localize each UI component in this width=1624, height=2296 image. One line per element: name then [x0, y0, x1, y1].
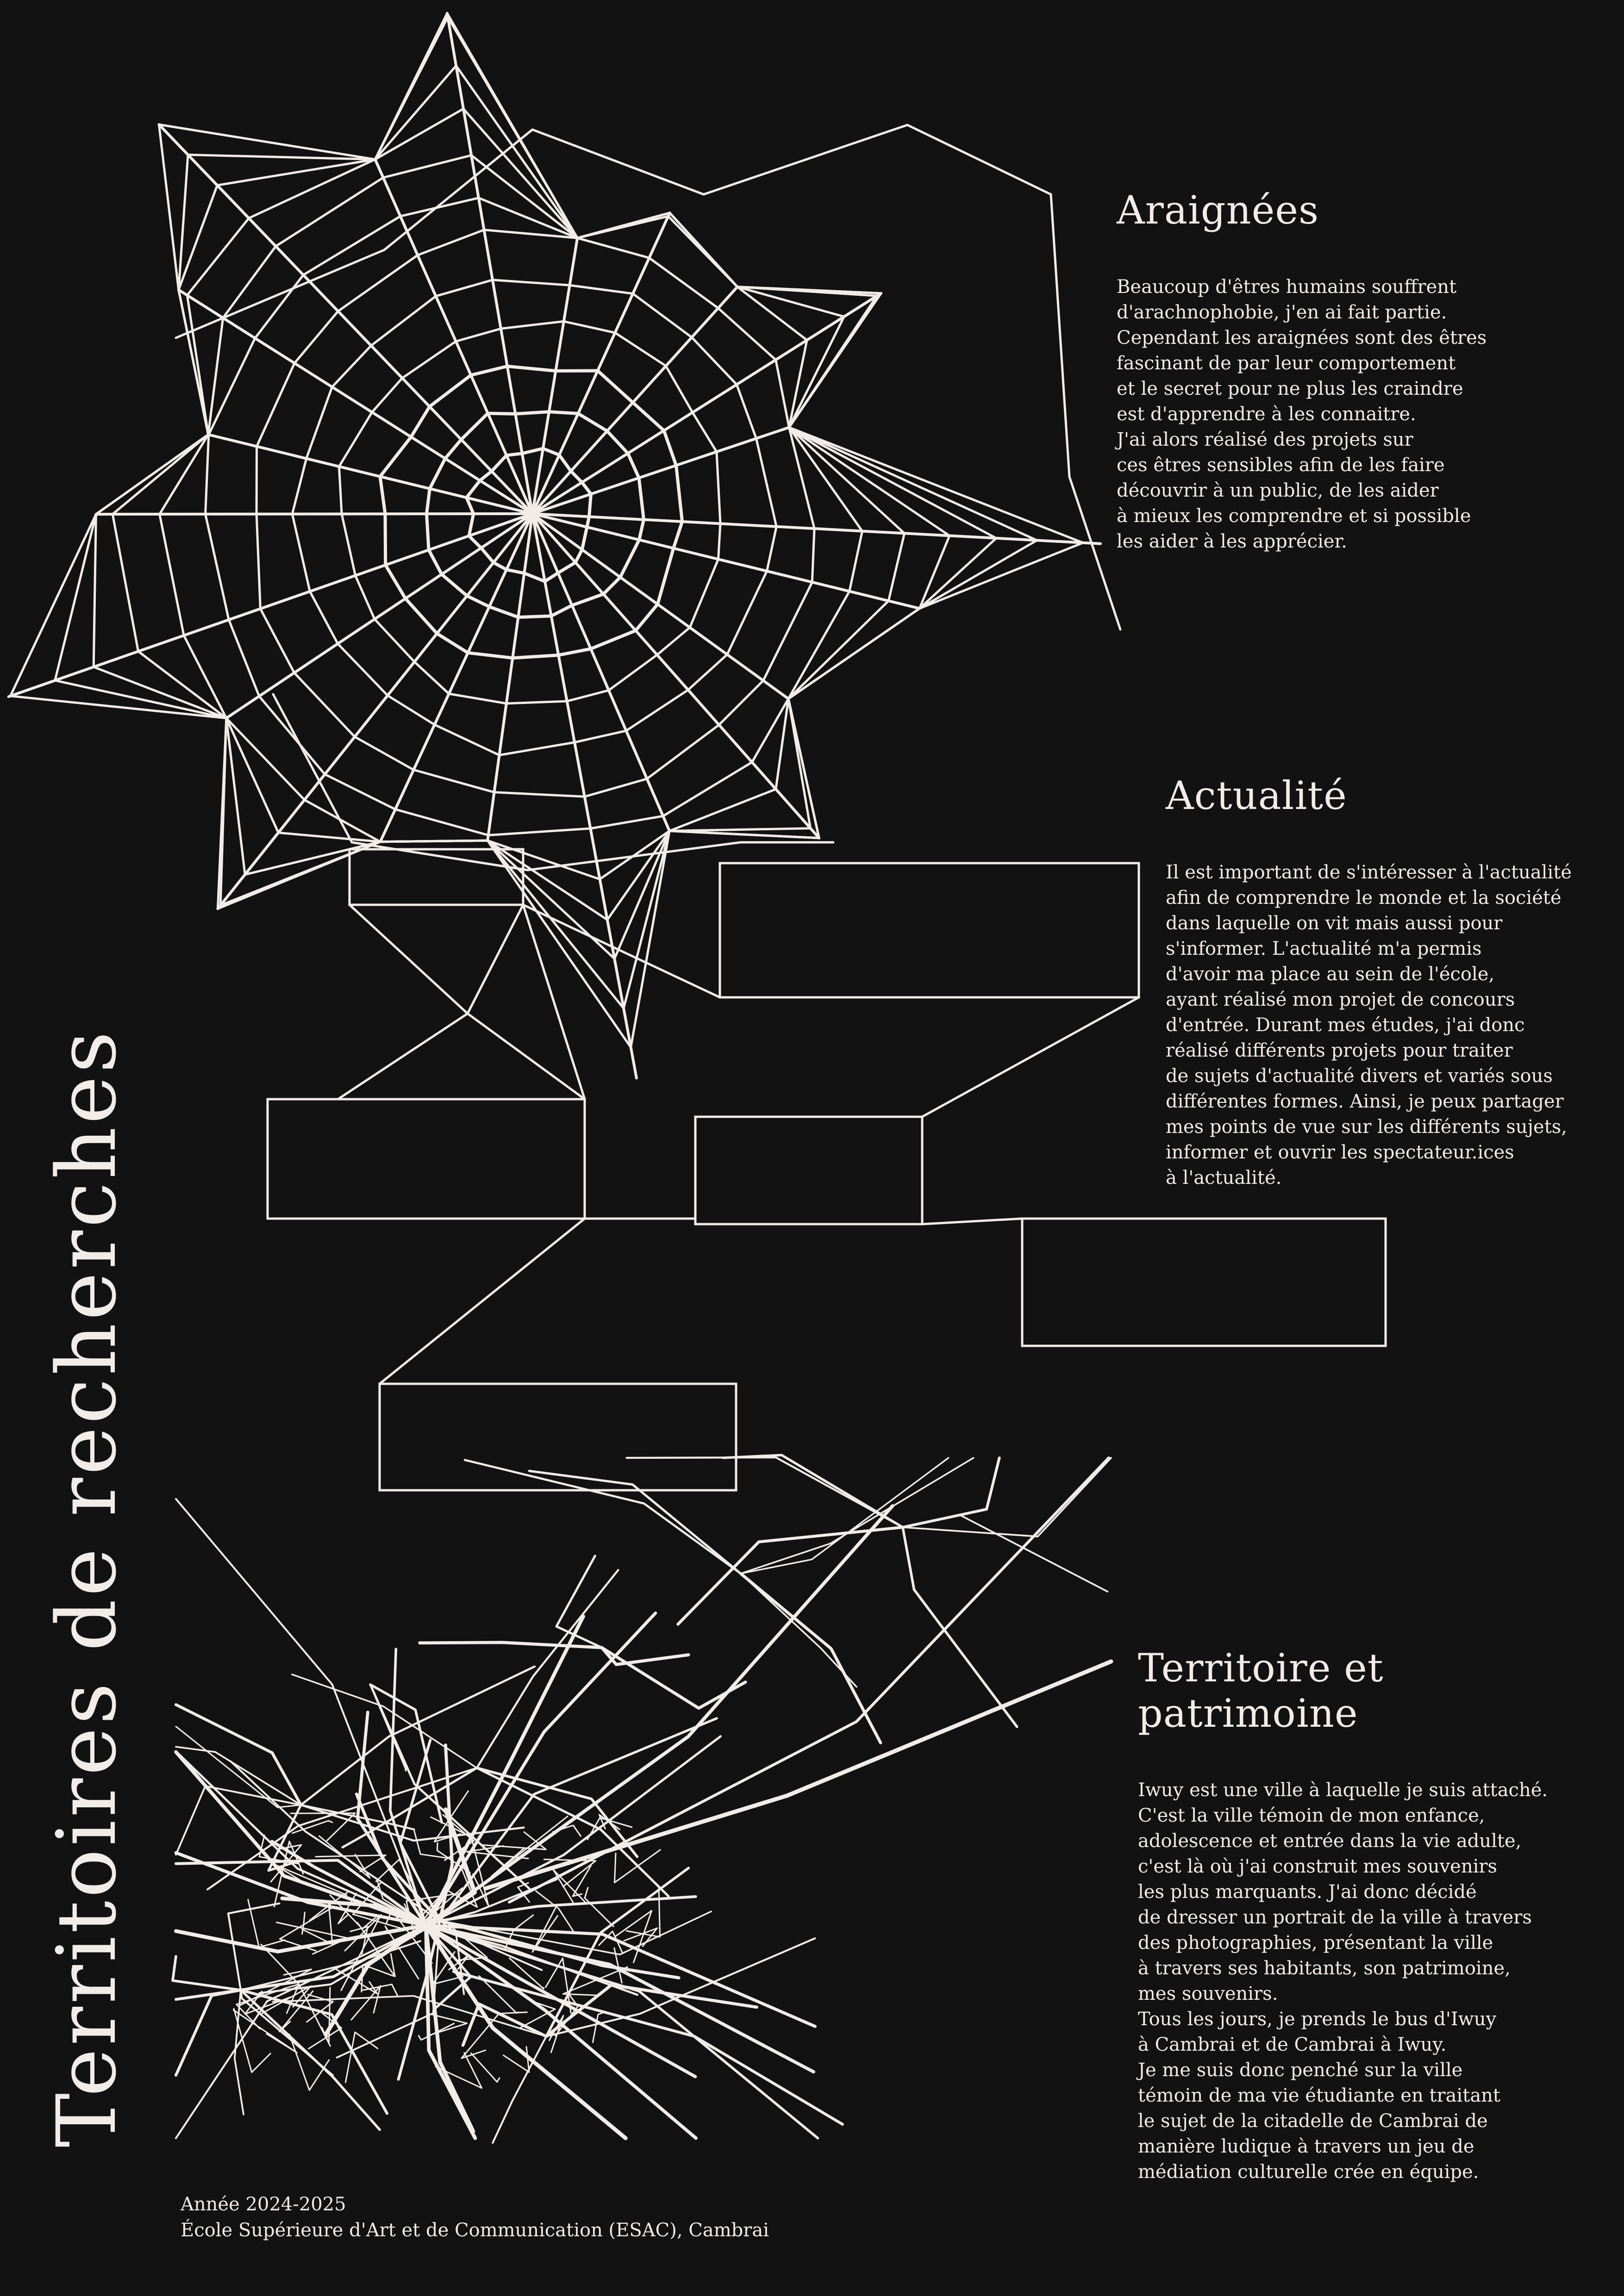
illustration-stroke [553, 1870, 585, 1904]
illustration-stroke [440, 1897, 696, 1921]
frame-2 [720, 863, 1139, 997]
illustration-stroke [509, 1458, 1109, 1902]
illustration-stroke [504, 2047, 529, 2072]
footer-year: Année 2024-2025 [181, 2194, 346, 2215]
illustration-stroke [903, 1458, 999, 1527]
illustration-stroke [301, 1805, 524, 1841]
frame-1 [350, 849, 523, 905]
illustration-stroke [235, 1990, 244, 2115]
illustration-stroke [546, 1938, 815, 2036]
illustration-stroke [532, 1905, 557, 1952]
illustration-stroke [471, 2053, 500, 2082]
illustration-stroke [615, 1850, 661, 1883]
illustration-stroke [176, 1705, 301, 1805]
section-heading-news: Actualité [1166, 773, 1347, 818]
section-territory [1138, 1645, 1605, 2185]
illustration-stroke [556, 1556, 602, 1648]
illustration-stroke [176, 1990, 241, 2075]
section-body-news: Il est important de s'intéresser à l'actualité afin de comprendre le monde et la société dans laquelle on vit mais aussi pour s'informer. L'actualité m'a permis d'avoir ma place au sein de l'école, ayant réalisé mon projet de concours d'entrée. Durant mes études, j'ai donc réalisé différents projets pour traiter de sujets d'actualité divers et variés sous différentes formes. Ainsi, je peux partager mes points de vue sur les différents sujets, informer et ouvrir les spectateur.ices à l'actualité. [1166, 862, 1572, 1188]
illustration-stroke [585, 1888, 613, 1927]
illustration-stroke [173, 1956, 241, 1990]
illustration-stroke [1051, 194, 1120, 629]
illustration-stroke [553, 1825, 581, 1836]
illustration-stroke [234, 2010, 297, 2053]
illustration-stroke [414, 1831, 452, 1859]
illustration-stroke [903, 1527, 1017, 1727]
city-map-illustration [173, 1455, 1111, 2143]
section-spiders [1117, 187, 1533, 554]
illustration-stroke [587, 1818, 632, 1840]
section-body-territory: Iwuy est une ville à laquelle je suis attaché. C'est la ville témoin de mon enfance, adolescence et entrée dans la vie adulte, c'est là où j'ai construit mes souvenirs les plus marquants. J'ai donc décidé de dresser un portrait de la ville à travers des photographies, présentant la ville à travers ses habitants, son patrimoine, mes souvenirs. Tous les jours, je prends le bus d'Iwuy à Cambrai et de Cambrai à Iwuy. Je me suis donc penché sur la ville témoin de ma vie étudiante en traitant le sujet de la citadelle de Cambrai de manière ludique à travers un jeu de médiation culturelle crée en équipe. [1138, 1780, 1548, 2183]
illustration-stroke [741, 1458, 949, 1574]
illustration-stroke [207, 1768, 477, 1890]
illustration-stroke [532, 514, 669, 831]
illustration-stroke [293, 1821, 332, 1833]
poster-title: Territoires de recherches [39, 1028, 134, 2147]
illustration-stroke [678, 1527, 903, 1624]
footer-school: École Supérieure d'Art et de Communication (ESAC), Cambrai [181, 2220, 769, 2241]
illustration-stroke [279, 1991, 312, 2031]
section-heading-spiders: Araignées [1117, 187, 1319, 233]
illustration-stroke [741, 1574, 856, 1687]
illustration-stroke [529, 1471, 741, 1574]
illustration-stroke [375, 159, 532, 514]
frame-5 [1022, 1219, 1386, 1346]
frame-4 [695, 1117, 922, 1224]
illustration-stroke [440, 1921, 679, 1978]
illustration-stroke [465, 1460, 741, 1574]
illustration-stroke [532, 514, 1100, 544]
illustration-stroke [573, 1866, 591, 1896]
section-heading-territory: Territoire et patrimoine [1138, 1645, 1384, 1736]
section-news [1166, 773, 1573, 1191]
frame-connectors [338, 905, 1139, 1384]
section-body-spiders: Beaucoup d'êtres humains souffrent d'arachnophobie, j'en ai fait partie. Cependant les araignées sont des êtres fascinant de par leur comportement et le secret pour ne plus les craindre est d'apprendre à les connaitre. J'ai alors réalisé des projets sur ces êtres sensibles afin de les faire découvrir à un public, de les aider à mieux les comprendre et si possible les aider à les apprécier. [1117, 276, 1487, 552]
spider-web-illustration [9, 13, 1120, 1078]
illustration-stroke [176, 1925, 426, 2138]
illustration-stroke [356, 1794, 440, 1921]
illustration-stroke [536, 1891, 575, 1934]
illustration-stroke [614, 1948, 622, 1983]
illustration-stroke [273, 694, 833, 870]
illustration-stroke [9, 514, 532, 697]
footer [181, 2191, 769, 2243]
illustration-stroke [292, 1674, 477, 1768]
illustration-stroke [532, 514, 919, 609]
illustration-stroke [420, 1643, 602, 1648]
illustration-stroke [426, 1506, 893, 1925]
illustration-stroke [903, 1515, 1108, 1592]
illustration-stroke [741, 1458, 974, 1574]
illustration-stroke [345, 2032, 377, 2082]
illustration-stroke [477, 1570, 618, 1768]
illustration-stroke [487, 2008, 527, 2014]
frame-3 [268, 1099, 585, 1219]
illustration-stroke [903, 1458, 1111, 1537]
illustration-stroke [627, 1457, 903, 1527]
